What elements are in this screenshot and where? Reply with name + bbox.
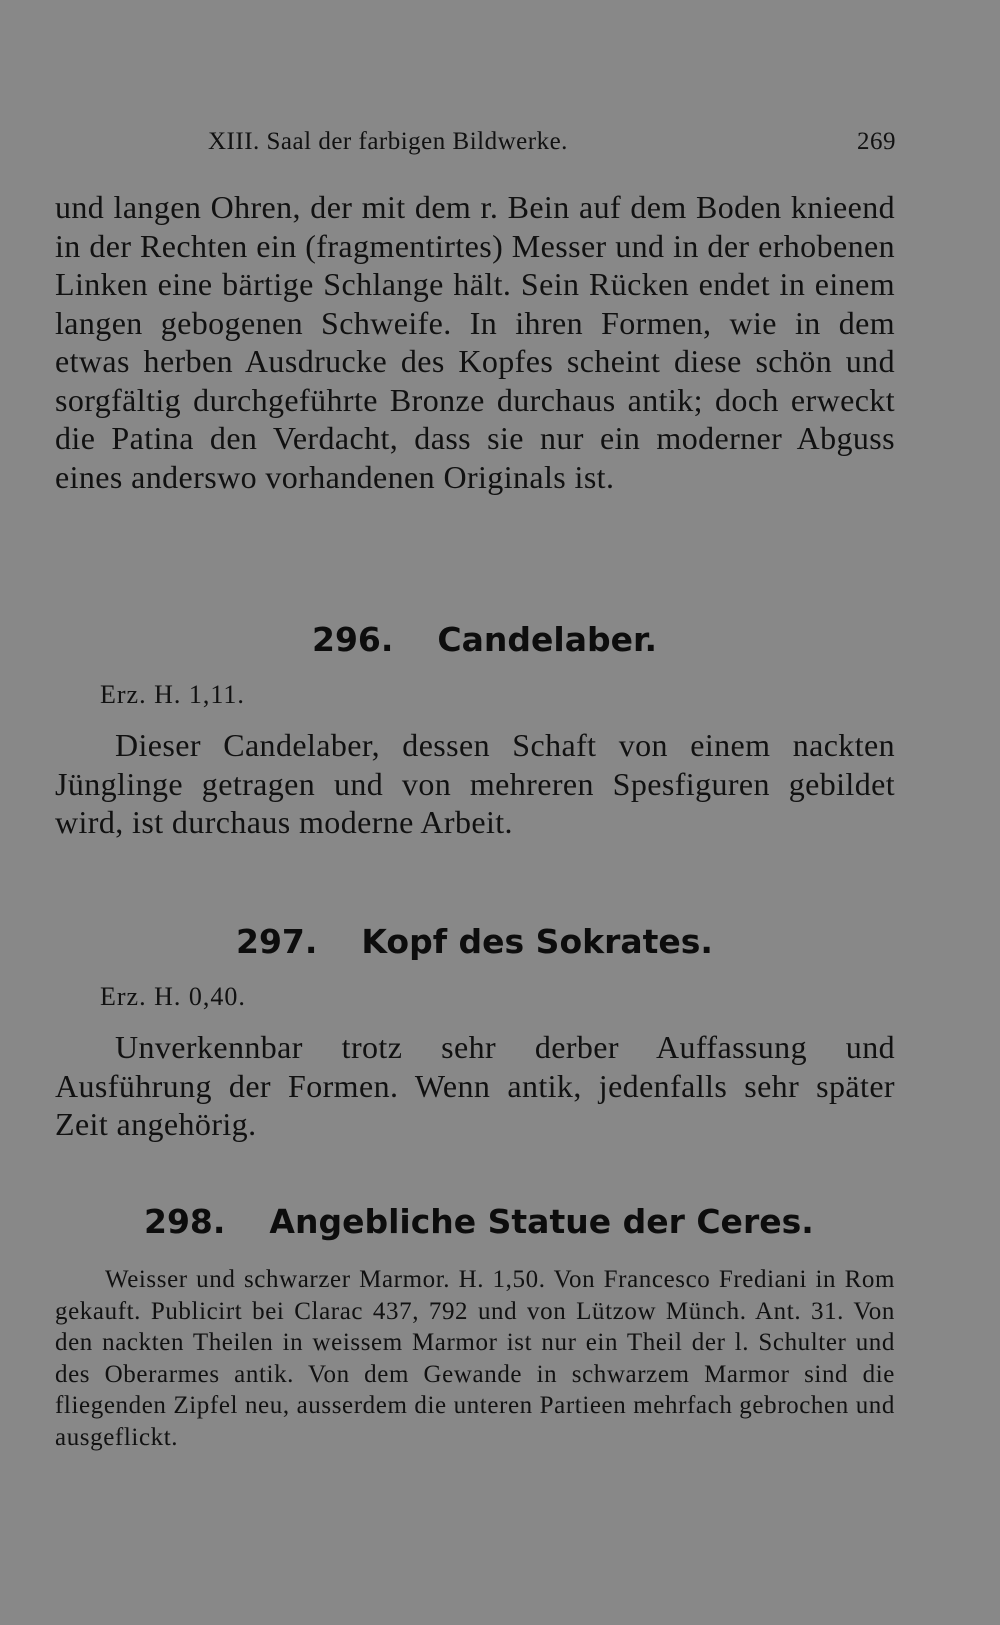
entry-297-meta: Erz. H. 0,40.: [100, 982, 246, 1011]
entry-298-title: Angebliche Statue der Ceres.: [269, 1202, 814, 1241]
entry-297-number: 297.: [236, 922, 318, 961]
entry-298-number: 298.: [144, 1202, 226, 1241]
entry-296-meta: Erz. H. 1,11.: [100, 680, 245, 709]
entry-297-heading: [236, 922, 713, 961]
page-number: 269: [857, 128, 896, 155]
entry-297-title: Kopf des Sokrates.: [361, 922, 713, 961]
header-title: XIII. Saal der farbigen Bildwerke.: [208, 128, 568, 155]
entry-296-title: Candelaber.: [437, 620, 658, 659]
entry-298-text: Weisser und schwarzer Marmor. H. 1,50. Von Francesco Frediani in Rom gekauft. Publicirt bei Clarac 437, 792 und von Lützow Münch. Ant. 31. Von den nackten Theilen in weissem Marmor ist nur ein Theil der l. Schulter und des Oberarmes antik. Von dem Gewande in schwarzem Marmor sind die fliegenden Zipfel neu, ausserdem die unteren Partieen mehrfach gebrochen und ausgeflickt.: [55, 1266, 895, 1451]
entry-298-heading: [144, 1202, 814, 1241]
entry-297-text: Unverkennbar trotz sehr derber Auffassung und Ausführung der Formen. Wenn antik, jedenfalls sehr später Zeit angehörig.: [55, 1029, 895, 1142]
entry-296-number: 296.: [312, 620, 394, 659]
entry-296-heading: [312, 620, 657, 659]
intro-paragraph: und langen Ohren, der mit dem r. Bein auf dem Boden knieend in der Rechten ein (fragmentirtes) Messer und in der erhobenen Linken eine bärtige Schlange hält. Sein Rücken endet in einem langen gebogenen Schweife. In ihren Formen, wie in dem etwas herben Ausdrucke des Kopfes scheint diese schön und sorgfältig durchgeführte Bronze durchaus antik; doch erweckt die Patina den Verdacht, dass sie nur ein moderner Abguss eines anderswo vorhandenen Originals ist.: [55, 189, 895, 495]
entry-296-text: Dieser Candelaber, dessen Schaft von einem nackten Jünglinge getragen und von mehreren Spesfiguren gebildet wird, ist durchaus moderne Arbeit.: [55, 727, 895, 840]
